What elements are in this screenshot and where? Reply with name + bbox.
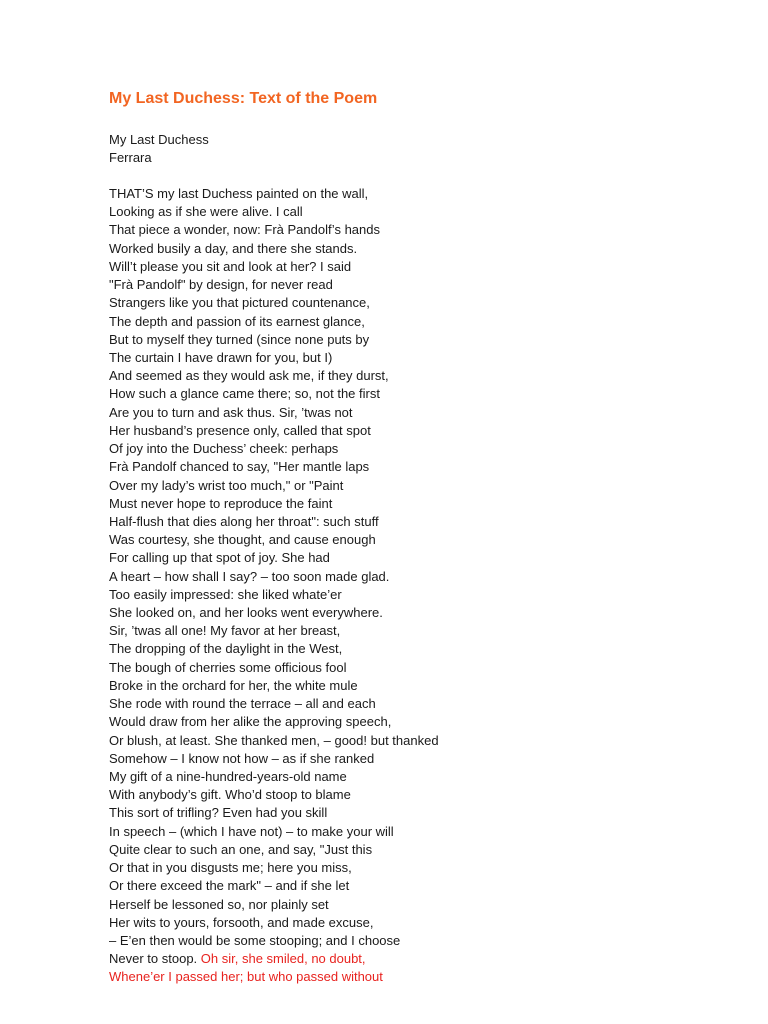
poem-line-text: My gift of a nine-hundred-years-old name (109, 769, 347, 784)
poem-line-text: – E’en then would be some stooping; and I choose (109, 932, 401, 948)
poem-line (109, 695, 439, 713)
poem-place: Ferrara (109, 150, 152, 165)
poem-line-text: Herself be lessoned so, nor plainly set (109, 896, 329, 912)
poem-line (109, 640, 439, 658)
poem-line (109, 549, 439, 567)
poem-line (109, 404, 439, 422)
poem-line (109, 896, 439, 914)
poem-line (109, 531, 439, 549)
poem-line-text: Or that in you disgusts me; here you miss, (109, 860, 352, 876)
poem-line (109, 914, 439, 932)
poem-line (109, 877, 439, 895)
poem-line (109, 568, 439, 586)
poem-line-text: "Frà Pandolf" by design, for never read (109, 277, 333, 293)
poem-line-text: Will’t please you sit and look at her? I said (109, 258, 352, 274)
poem-line (109, 732, 439, 750)
poem-line (109, 422, 439, 440)
poem-line-text: This sort of trifling? Even had you skill (109, 805, 328, 821)
poem-line (109, 859, 439, 877)
poem-line (109, 258, 439, 276)
poem-line (109, 221, 439, 239)
poem-line (109, 313, 439, 331)
poem-line-text: A heart – how shall I say? – too soon made glad. (109, 568, 390, 584)
poem-line-text: Her wits to yours, forsooth, and made excuse, (109, 914, 374, 930)
poem-line-text: Somehow – I know not how – as if she ranked (109, 750, 375, 766)
poem-line (109, 440, 439, 458)
poem-line-text: Sir, ’twas all one! My favor at her breast, (109, 623, 341, 639)
poem-line (109, 385, 439, 403)
poem-line-text: Too easily impressed: she liked whate’er (109, 586, 342, 602)
poem-line-text: Or there exceed the mark" – and if she let (109, 878, 350, 894)
poem-line (109, 968, 439, 986)
poem-line (109, 677, 439, 695)
poem-line (109, 477, 439, 495)
poem-line (109, 932, 439, 950)
poem-line (109, 240, 439, 258)
poem-line (109, 331, 439, 349)
poem-line-text: The bough of cherries some officious fool (109, 659, 347, 675)
poem-line (109, 750, 439, 768)
poem-line-text: Her husband’s presence only, called that spot (109, 422, 371, 438)
poem-line-text: Broke in the orchard for her, the white mule (109, 677, 358, 693)
poem-line-text: Strangers like you that pictured countenance, (109, 295, 370, 311)
poem-line-text: Or blush, at least. She thanked men, – good! but thanked (109, 732, 439, 748)
poem-line (109, 349, 439, 367)
poem-line (109, 841, 439, 859)
poem-line (109, 294, 439, 312)
poem-line-text: The depth and passion of its earnest glance, (109, 313, 365, 329)
poem-line-text: Never to stoop. (109, 951, 201, 967)
highlighted-text: Whene’er I passed her; but who passed without (109, 969, 383, 985)
poem-line (109, 768, 439, 786)
poem-line-text: The curtain I have drawn for you, but I) (109, 349, 333, 365)
poem-line-text: With anybody’s gift. Who’d stoop to blame (109, 787, 351, 803)
poem-line-text: The dropping of the daylight in the West, (109, 641, 343, 657)
poem-line-text: Was courtesy, she thought, and cause enough (109, 532, 376, 548)
page-heading: My Last Duchess: Text of the Poem (109, 90, 378, 107)
poem-line-text: And seemed as they would ask me, if they durst, (109, 368, 389, 384)
poem-line (109, 950, 439, 968)
poem-line-text: That piece a wonder, now: Frà Pandolf’s hands (109, 222, 380, 238)
poem-line-text: THAT’S my last Duchess painted on the wall, (109, 186, 369, 201)
poem-line (109, 604, 439, 622)
poem-line (109, 495, 439, 513)
poem-line-text: Half-flush that dies along her throat": such stuff (109, 513, 379, 529)
poem-line (109, 203, 439, 221)
poem-line (109, 367, 439, 385)
highlighted-text: Oh sir, she smiled, no doubt, (200, 951, 366, 967)
poem-line (109, 713, 439, 731)
poem-line-text: Over my lady’s wrist too much," or "Paint (109, 477, 344, 493)
poem-line-text: But to myself they turned (since none puts by (109, 331, 370, 347)
poem-line (109, 622, 439, 640)
poem-line (109, 786, 439, 804)
poem-line (109, 458, 439, 476)
poem-line-text: Looking as if she were alive. I call (109, 204, 303, 220)
poem-line-text: Are you to turn and ask thus. Sir, ’twas not (109, 404, 353, 420)
poem-line-text: She rode with round the terrace – all and each (109, 696, 376, 712)
poem-line-text: Would draw from her alike the approving speech, (109, 714, 392, 730)
poem-line-text: Frà Pandolf chanced to say, "Her mantle laps (109, 459, 370, 475)
poem-line (109, 659, 439, 677)
poem-line (109, 823, 439, 841)
poem-line (109, 185, 439, 203)
poem-line-text: Worked busily a day, and there she stands. (109, 240, 358, 256)
poem-line (109, 804, 439, 822)
poem-line (109, 586, 439, 604)
poem-line-text: Of joy into the Duchess’ cheek: perhaps (109, 441, 339, 457)
poem-title: My Last Duchess (109, 132, 209, 147)
poem-line (109, 276, 439, 294)
poem-line-text: Quite clear to such an one, and say, "Just this (109, 841, 373, 857)
poem-line-text: She looked on, and her looks went everywhere. (109, 605, 383, 621)
poem-line (109, 513, 439, 531)
poem-line-text: For calling up that spot of joy. She had (109, 550, 330, 566)
poem-line-text: Must never hope to reproduce the faint (109, 495, 333, 511)
poem-line-text: In speech – (which I have not) – to make your will (109, 823, 394, 839)
poem-line-text: How such a glance came there; so, not the first (109, 386, 380, 402)
poem-body (109, 185, 439, 987)
